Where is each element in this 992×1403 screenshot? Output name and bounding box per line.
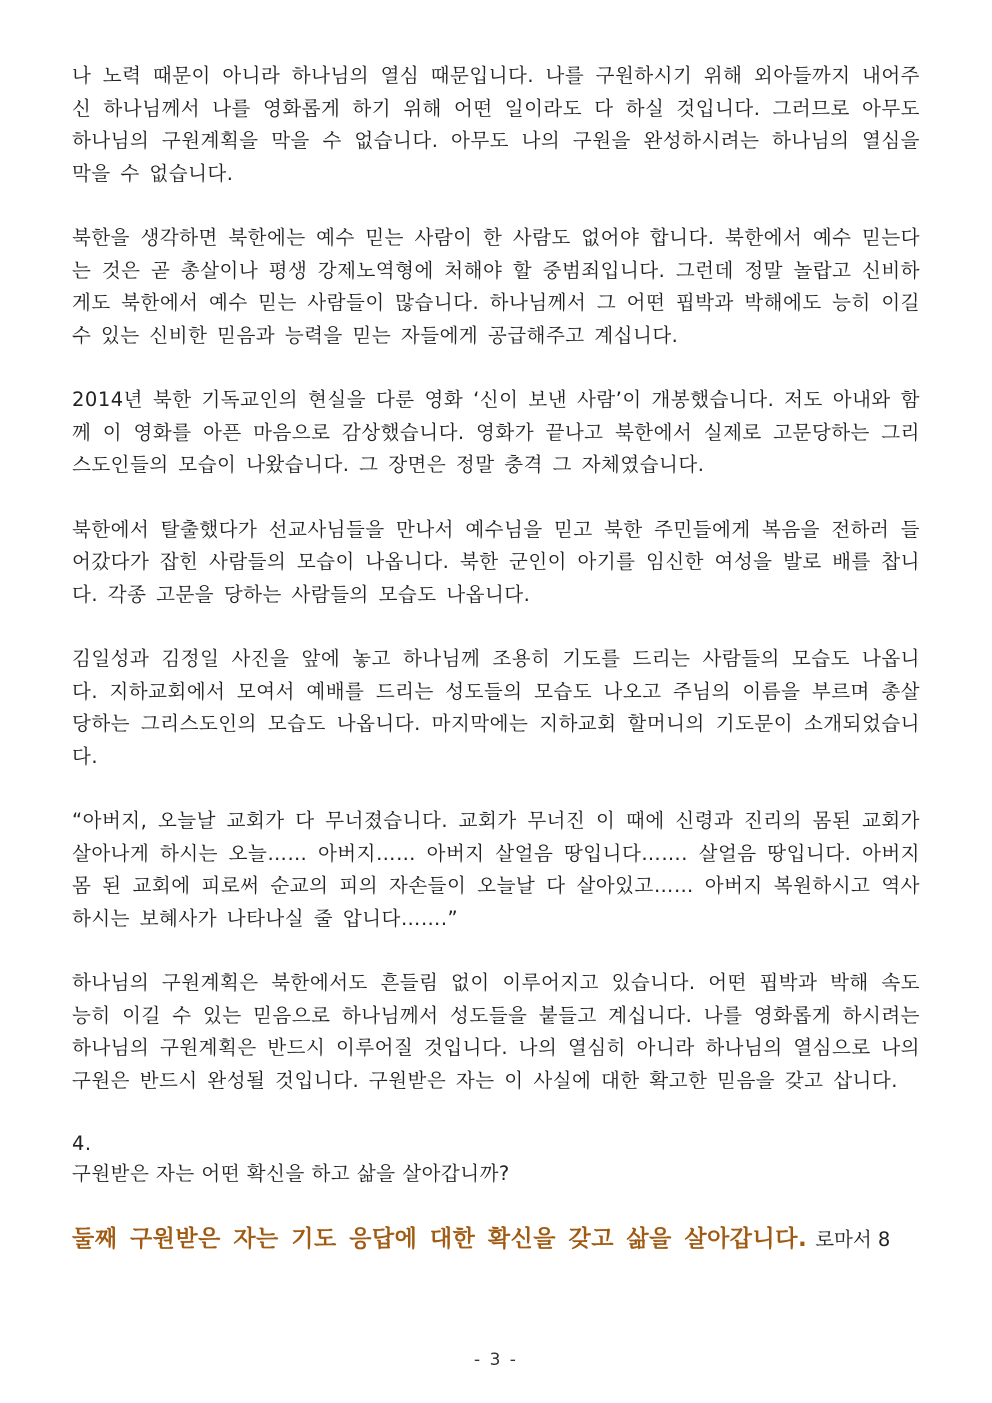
scripture-reference: 로마서 8 [815,1228,891,1251]
paragraph-spacer [72,935,920,967]
paragraph-spacer [72,611,920,643]
paragraph-salvation-plan: 하나님의 구원계획은 북한에서도 흔들림 없이 이루어지고 있습니다. 어떤 핍박과 박해 속도 능히 이길 수 있는 믿음으로 하나님께서 성도들을 붙들고 계십니다. 나를 영화롭게 하시려는 하나님의 구원계획은 반드시 이루어질 것입니다. 나의 열심히 아니라 하나님의 열심으로 나의 구원은 반드시 완성될 것입니다. 구원받은 자는 이 사실에 대한 확고한 믿음을 갖고 삽니다. [72,971,920,1092]
paragraph-underground-church: 김일성과 김정일 사진을 앞에 놓고 하나님께 조용히 기도를 드리는 사람들의 모습도 나옵니다. 지하교회에서 모여서 예배를 드리는 성도들의 모습도 나오고 주님의 이름을 부르며 총살당하는 그리스도인의 모습도 나옵니다. 마지막에는 지하교회 할머니의 기도문이 소개되었습니다. [72,647,920,768]
paragraph-spacer [72,773,920,805]
paragraph-spacer [72,352,920,384]
paragraph-torture-scenes: 북한에서 탈출했다가 선교사님들을 만나서 예수님을 믿고 북한 주민들에게 복음을 전하러 들어갔다가 잡힌 사람들의 모습이 나옵니다. 북한 군인이 아기를 임신한 여성을 발로 배를 찹니다. 각종 고문을 당하는 사람들의 모습도 나옵니다. [72,517,920,606]
paragraph-north-korea-faith: 북한을 생각하면 북한에는 예수 믿는 사람이 한 사람도 없어야 합니다. 북한에서 예수 믿는다는 것은 곧 총살이나 평생 강제노역형에 처해야 할 중범죄입니다. 그런데 정말 놀랍고 신비하게도 북한에서 예수 믿는 사람들이 많습니다. 하나님께서 그 어떤 핍박과 박해에도 능히 이길 수 있는 신비한 믿음과 능력을 믿는 자들에게 공급해주고 계십니다. [72,226,920,347]
paragraph-prayer-quote: “아버지, 오늘날 교회가 다 무너졌습니다. 교회가 무너진 이 때에 신령과 진리의 몸된 교회가 살아나게 하시는 오늘…… 아버지…… 아버지 살얼음 땅입니다……. 살얼음 땅입니다. 아버지 몸 된 교회에 피로써 순교의 피의 자손들이 오늘날 다 살아있고…… 아버지 복원하시고 역사하시는 보혜사가 나타나실 줄 압니다…….” [72,809,920,930]
paragraph-movie: 2014년 북한 기독교인의 현실을 다룬 영화 ‘신이 보낸 사람’이 개봉했습니다. 저도 아내와 함께 이 영화를 아픈 마음으로 감상했습니다. 영화가 끝나고 북한에서 실제로 고문당하는 그리스도인들의 모습이 나왔습니다. 그 장면은 정말 충격 그 자체였습니다. [72,388,920,476]
document-page [72,60,920,1259]
section-heading: 둘째 구원받은 자는 기도 응답에 대한 확신을 갖고 삶을 살아갑니다. [72,1226,808,1252]
page-number: - 3 - [474,1350,518,1370]
section-heading-line [72,1221,920,1259]
paragraph-gods-zeal: 나 노력 때문이 아니라 하나님의 열심 때문입니다. 나를 구원하시기 위해 외아들까지 내어주신 하나님께서 나를 영화롭게 하기 위해 어떤 일이라도 다 하실 것입니다. 그러므로 아무도 하나님의 구원계획을 막을 수 없습니다. 아무도 나의 구원을 완성하시려는 하나님의 열심을 막을 수 없습니다. [72,64,920,185]
paragraph-spacer [72,1097,920,1129]
section-number: 4. [72,1132,92,1155]
section-question: 구원받은 자는 어떤 확신을 하고 삶을 살아갑니까? [72,1162,510,1185]
paragraph-spacer [72,482,920,514]
paragraph-spacer [72,190,920,222]
